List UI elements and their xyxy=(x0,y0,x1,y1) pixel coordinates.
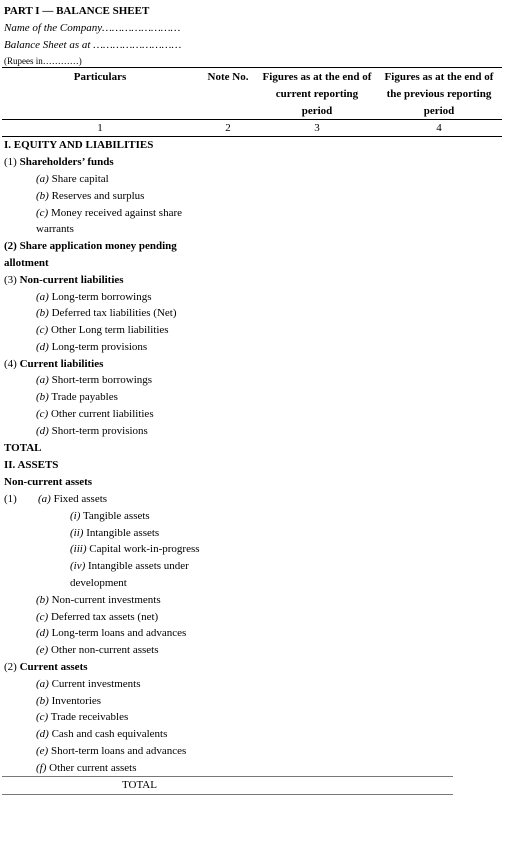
group-noncurrent-liabilities: (3) Non-current liabilities xyxy=(4,274,124,286)
column-number-4: 4 xyxy=(436,122,442,134)
column-header-particulars: Particulars xyxy=(73,71,127,83)
line-item: (c) Money received against share xyxy=(36,207,182,219)
line-item: (d) Cash and cash equivalents xyxy=(36,728,168,740)
section-heading-assets: II. ASSETS xyxy=(4,459,59,471)
column-header-previous-period: Figures as at the end of the previous reporting period xyxy=(384,71,494,117)
total-assets: TOTAL xyxy=(122,779,157,791)
line-item: (f) Other current assets xyxy=(36,762,137,774)
sub-line-item: (ii) Intangible assets xyxy=(70,527,160,539)
line-item: (e) Short-term loans and advances xyxy=(36,745,187,757)
balance-sheet-date-line: Balance Sheet as at ……………………… xyxy=(4,39,182,51)
total-bottom-rule xyxy=(2,794,453,795)
document-title: PART I — BALANCE SHEET xyxy=(4,5,150,17)
column-header-note-no: Note No. xyxy=(207,71,249,83)
line-item: (a) Short-term borrowings xyxy=(36,374,153,386)
subheading-noncurrent-assets: Non-current assets xyxy=(4,476,93,488)
line-item: (e) Other non-current assets xyxy=(36,644,159,656)
total-equity-liabilities: TOTAL xyxy=(4,442,42,454)
total-top-rule xyxy=(2,776,453,777)
line-item-fixed-assets: (a) Fixed assets xyxy=(38,493,108,505)
column-number-1: 1 xyxy=(97,122,103,134)
group-current-liabilities: (4) Current liabilities xyxy=(4,358,104,370)
sub-line-item: (iv) Intangible assets under xyxy=(70,560,189,572)
company-name-line: Name of the Company…………………… xyxy=(4,22,181,34)
group-shareholders-funds xyxy=(4,154,114,171)
group-share-application-money: (2) Share application money pending xyxy=(4,240,177,252)
sub-line-item-continuation: development xyxy=(70,577,127,589)
column-number-3: 3 xyxy=(314,122,320,134)
group-share-application-money-cont: allotment xyxy=(4,257,49,269)
line-item: (b) Inventories xyxy=(36,695,102,707)
line-item: (b) Trade payables xyxy=(36,391,118,403)
line-item: (d) Short-term provisions xyxy=(36,425,148,437)
line-item: (b) Non-current investments xyxy=(36,594,161,606)
line-item: (c) Other Long term liabilities xyxy=(36,324,169,336)
line-item: (c) Deferred tax assets (net) xyxy=(36,611,159,623)
group-label: Shareholders’ funds xyxy=(19,156,114,168)
rupees-unit-line: (Rupees in…………) xyxy=(4,56,82,66)
line-item: (d) Long-term provisions xyxy=(36,341,148,353)
line-item: (c) Trade receivables xyxy=(36,711,129,723)
group-current-assets: (2) Current assets xyxy=(4,661,88,673)
group-prefix: (1) xyxy=(4,156,17,168)
sub-line-item: (iii) Capital work-in-progress xyxy=(70,543,200,555)
line-item: (a) Long-term borrowings xyxy=(36,291,152,303)
column-header-current-period: Figures as at the end of current reporting period xyxy=(262,71,372,117)
line-item: (a) Share capital xyxy=(36,173,109,185)
section-heading-equity-liabilities: I. EQUITY AND LIABILITIES xyxy=(4,139,154,151)
column-number-2: 2 xyxy=(225,122,231,134)
line-item: (c) Other current liabilities xyxy=(36,408,154,420)
line-item-continuation: warrants xyxy=(36,223,74,235)
sub-line-item: (i) Tangible assets xyxy=(70,510,150,522)
line-item: (d) Long-term loans and advances xyxy=(36,627,187,639)
line-item: (b) Reserves and surplus xyxy=(36,190,145,202)
line-item: (b) Deferred tax liabilities (Net) xyxy=(36,307,177,319)
header-top-rule xyxy=(2,67,502,68)
line-item: (a) Current investments xyxy=(36,678,141,690)
group-prefix-noncurrent: (1) xyxy=(4,493,17,505)
